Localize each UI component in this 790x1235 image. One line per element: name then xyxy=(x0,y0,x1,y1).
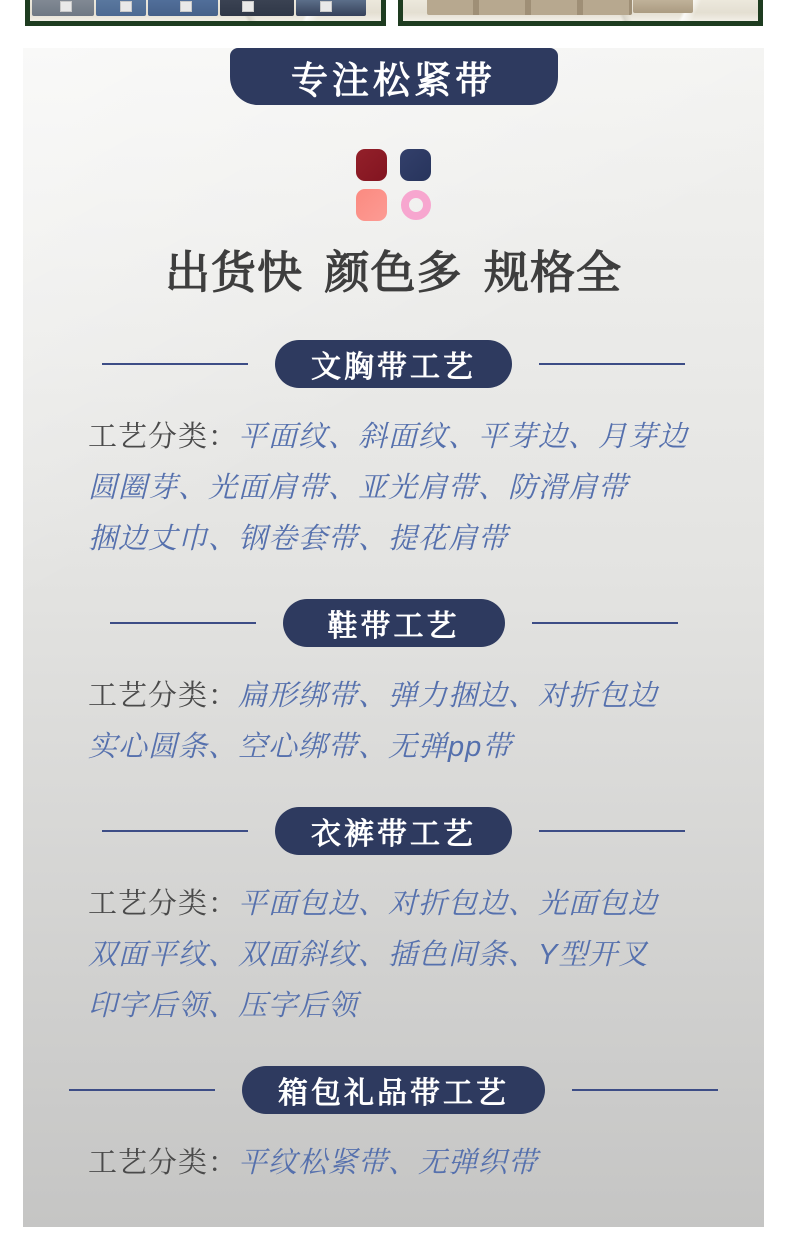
category-items: 扁形绑带、弹力捆边、对折包边 xyxy=(238,680,659,712)
bale-label-tag xyxy=(60,1,72,12)
banner-label: 专注松紧带 xyxy=(291,59,496,101)
category-items: 双面平纹、双面斜纹、插色间条、Y型开叉 xyxy=(88,939,649,971)
category-label: 工艺分类： xyxy=(88,888,239,920)
divider-line-right xyxy=(539,363,685,365)
category-items: 平面纹、斜面纹、平芽边、月芽边 xyxy=(238,421,689,453)
deco-dark-red-square-icon xyxy=(356,149,387,181)
fabric-bale xyxy=(220,0,294,16)
divider-line-right xyxy=(532,622,678,624)
category-label: 工艺分类： xyxy=(88,680,239,712)
wrapped-package xyxy=(633,0,693,13)
category-items: 平纹松紧带、无弹织带 xyxy=(238,1147,539,1179)
bale-label-tag xyxy=(242,1,254,12)
category-items: 印字后领、压字后领 xyxy=(88,990,359,1022)
category-label: 工艺分类： xyxy=(88,1147,239,1179)
section-title: 文胸带工艺 xyxy=(311,351,476,384)
category-line xyxy=(88,671,764,722)
section-title: 箱包礼品带工艺 xyxy=(278,1077,509,1110)
section-title: 鞋带工艺 xyxy=(327,610,460,643)
category-items: 平面包边、对折包边、光面包边 xyxy=(238,888,659,920)
bale-label-tag xyxy=(180,1,192,12)
divider-line-right xyxy=(539,830,685,832)
category-block xyxy=(88,1138,764,1189)
category-items: 实心圆条、空心绑带、无弹pp带 xyxy=(88,731,513,763)
deco-shapes xyxy=(23,149,764,221)
category-label: 工艺分类： xyxy=(88,421,239,453)
headline: 出货快 颜色多 规格全 xyxy=(164,247,622,298)
category-items: 捆边丈巾、钢卷套带、提花肩带 xyxy=(88,523,509,555)
section-pill xyxy=(283,599,505,647)
section-pill xyxy=(242,1066,545,1114)
section-title: 衣裤带工艺 xyxy=(311,818,476,851)
category-line xyxy=(88,463,764,514)
category-line xyxy=(88,514,764,565)
section-pill xyxy=(275,340,512,388)
photo-wrapped-packages xyxy=(398,0,763,26)
category-block xyxy=(88,671,764,773)
divider-line-right xyxy=(572,1089,718,1091)
divider-line-left xyxy=(102,363,248,365)
section-pill xyxy=(275,807,512,855)
content-panel xyxy=(23,48,764,1227)
category-line xyxy=(88,930,764,981)
category-block xyxy=(88,879,764,1032)
divider-line-left xyxy=(110,622,256,624)
section-shoelaces xyxy=(23,599,764,773)
deco-salmon-square-icon xyxy=(356,189,387,221)
bale-label-tag xyxy=(120,1,132,12)
bale-label-tag xyxy=(320,1,332,12)
divider-line-left xyxy=(102,830,248,832)
section-garment-bands xyxy=(23,807,764,1032)
category-items: 圆圈芽、光面肩带、亚光肩带、防滑肩带 xyxy=(88,472,629,504)
section-header xyxy=(23,807,764,855)
section-bra-straps xyxy=(23,340,764,565)
category-line xyxy=(88,981,764,1032)
banner xyxy=(230,48,558,105)
category-line xyxy=(88,1138,764,1189)
wrapped-package-stack xyxy=(427,0,632,15)
category-block xyxy=(88,412,764,565)
deco-pink-ring-icon xyxy=(401,190,431,220)
divider-line-left xyxy=(69,1089,215,1091)
category-line xyxy=(88,412,764,463)
deco-navy-square-icon xyxy=(400,149,431,181)
photo-fabric-bales xyxy=(25,0,386,26)
category-line xyxy=(88,722,764,773)
section-luggage-gift-bands xyxy=(23,1066,764,1189)
category-line xyxy=(88,879,764,930)
section-header xyxy=(23,340,764,388)
section-header xyxy=(23,1066,764,1114)
section-header xyxy=(23,599,764,647)
